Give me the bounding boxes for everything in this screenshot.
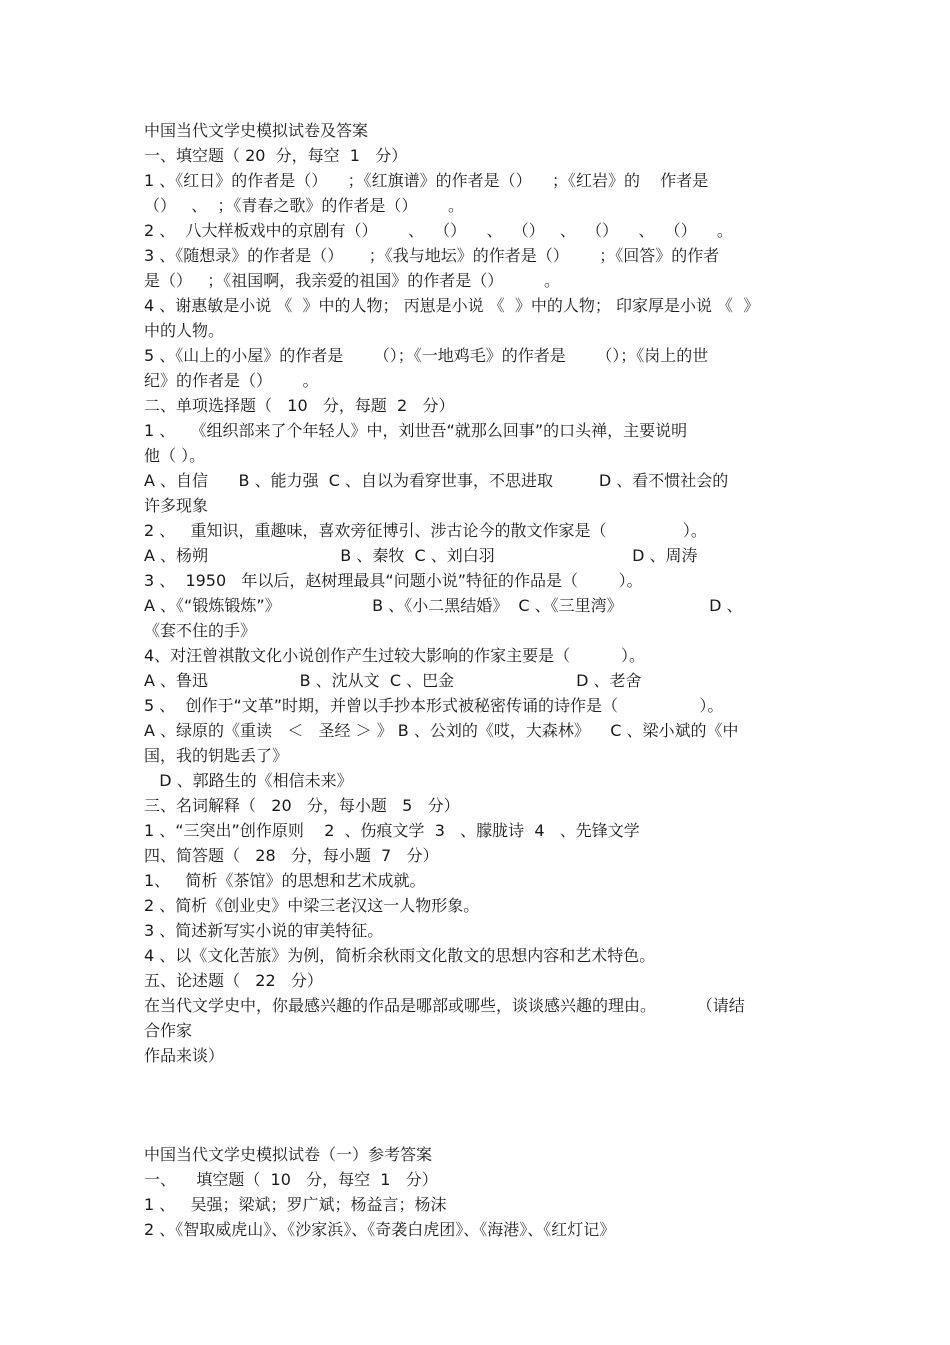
document-content	[144, 118, 812, 1242]
text-line: 国，我的钥匙丢了》	[144, 746, 289, 765]
text-line: 五、论述题（ 22 分）	[144, 971, 323, 990]
text-line: 中的人物。	[144, 321, 225, 340]
text-line: 1 、“三突出”创作原则 2 、伤痕文学 3 、朦胧诗 4 、先锋文学	[144, 821, 640, 840]
text-line: 3 、简述新写实小说的审美特征。	[144, 921, 384, 940]
text-line: 1 、 吴强；梁斌；罗广斌；杨益言；杨沫	[144, 1195, 447, 1214]
text-line: 作品来谈）	[144, 1046, 225, 1065]
text-line: 4 、以《文化苦旅》为例，简析余秋雨文化散文的思想内容和艺术特色。	[144, 946, 656, 965]
text-line: 许多现象	[144, 496, 209, 515]
answers-title: 中国当代文学史模拟试卷（一）参考答案	[144, 1145, 433, 1164]
text-line: 1 、 《组织部来了个年轻人》中，刘世吾“就那么回事”的口头禅，主要说明	[144, 421, 688, 440]
text-line: A 、绿原的《重读 ＜ 圣经 ＞ 》 B 、公刘的《哎，大森林》 C 、梁小斌的《中	[144, 721, 739, 740]
text-line: 5 、 创作于“文革”时期，并曾以手抄本形式被秘密传诵的诗作是（ ）。	[144, 696, 724, 715]
text-line: 5 、《山上的小屋》的作者是 （）；《一地鸡毛》的作者是 （）；《岗上的世	[144, 346, 709, 365]
text-line: 4、对汪曾祺散文化小说创作产生过较大影响的作家主要是（ ）。	[144, 646, 646, 665]
section-gap	[144, 1068, 812, 1142]
text-line: A 、《“锻炼锻炼”》 B 、《小二黑结婚》 C 、《三里湾》 D 、	[144, 596, 743, 615]
text-line: 3 、 1950 年以后，赵树理最具“问题小说”特征的作品是（ ）。	[144, 571, 643, 590]
text-line: 《套不住的手》	[144, 621, 257, 640]
exam-body	[144, 143, 812, 1068]
text-line: 合作家	[144, 1021, 193, 1040]
text-line: 1、 简析《茶馆》的思想和艺术成就。	[144, 871, 426, 890]
text-line: 1 、《红日》的作者是（） ；《红旗谱》的作者是（） ；《红岩》的 作者是	[144, 171, 709, 190]
text-line: （） 、 ；《青春之歌》的作者是（） 。	[144, 196, 464, 215]
text-line: A 、杨朔 B 、秦牧 C 、刘白羽 D 、周涛	[144, 546, 698, 565]
text-line: 2 、 八大样板戏中的京剧有（） 、 （） 、 （） 、 （） 、 （） 。	[144, 221, 733, 240]
text-line: A 、鲁迅 B 、沈从文 C 、巴金 D 、老舍	[144, 671, 642, 690]
text-line: 他（ ）。	[144, 446, 206, 465]
text-line: 在当代文学史中，你最感兴趣的作品是哪部或哪些，谈谈感兴趣的理由。 （请结	[144, 996, 745, 1015]
text-line: 2 、《智取威虎山》、《沙家浜》、《奇袭白虎团》、《海港》、《红灯记》	[144, 1220, 616, 1239]
text-line: 2 、 重知识，重趣味，喜欢旁征博引、涉古论今的散文作家是（ ）。	[144, 521, 707, 540]
text-line: D 、郭路生的《相信未来》	[144, 771, 353, 790]
text-line: 纪》的作者是（） 。	[144, 371, 319, 390]
text-line: 二、单项选择题（ 10 分，每题 2 分）	[144, 396, 455, 415]
text-line: 四、简答题（ 28 分，每小题 7 分）	[144, 846, 439, 865]
text-line: 一、填空题（ 20 分，每空 1 分）	[144, 146, 408, 165]
text-line: 4 、谢惠敏是小说 《 》中的人物； 丙崽是小说 《 》中的人物； 印家厚是小说 《 》	[144, 296, 760, 315]
text-line: 一、 填空题（ 10 分，每空 1 分）	[144, 1170, 438, 1189]
text-line: 三、名词解释（ 20 分，每小题 5 分）	[144, 796, 460, 815]
text-line: 3 、《随想录》的作者是（） ；《我与地坛》的作者是（） ；《回答》的作者	[144, 246, 720, 265]
text-line: 是（） ；《祖国啊，我亲爱的祖国》的作者是（） 。	[144, 271, 560, 290]
text-line: A 、自信 B 、能力强 C 、自以为看穿世事，不思进取 D 、看不惯社会的	[144, 471, 729, 490]
answers-body	[144, 1167, 812, 1242]
exam-title: 中国当代文学史模拟试卷及答案	[144, 121, 369, 140]
text-line: 2 、简析《创业史》中梁三老汉这一人物形象。	[144, 896, 480, 915]
